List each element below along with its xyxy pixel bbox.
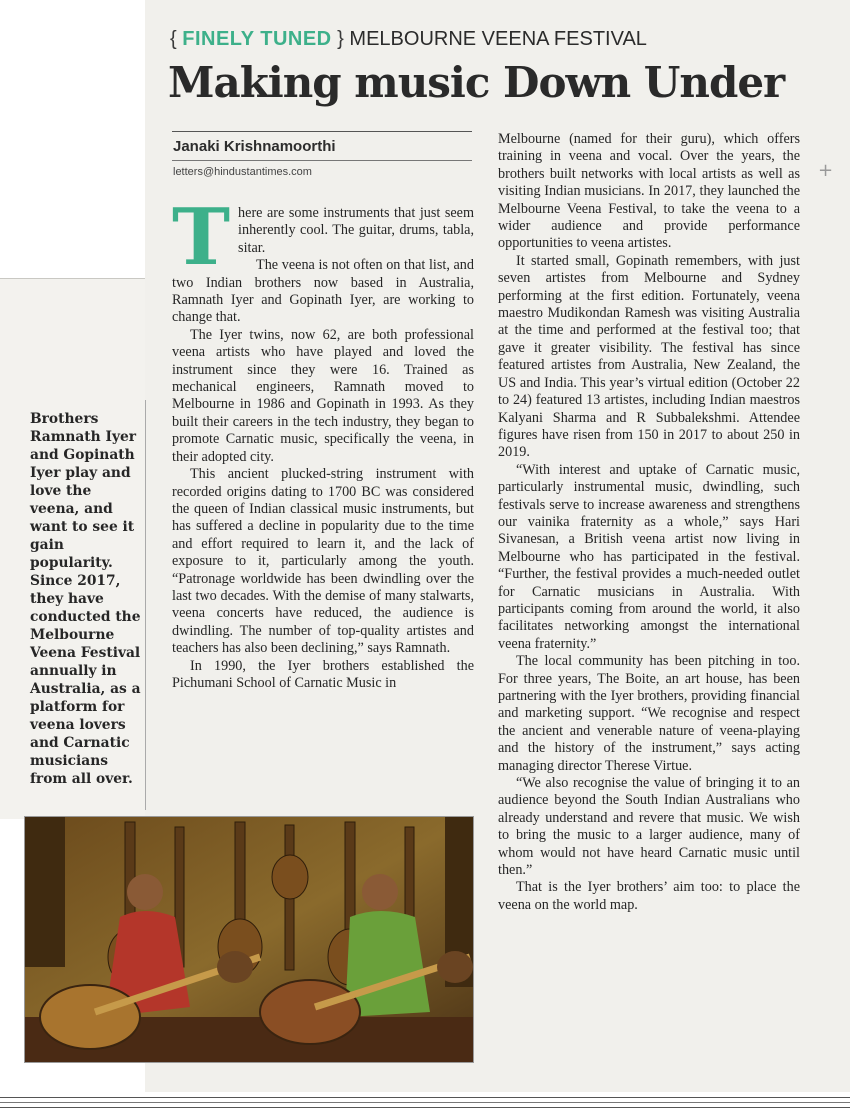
caption-divider [145,400,146,810]
footer-rule [0,1107,850,1108]
byline-top-rule [172,131,472,132]
photo-illustration [25,817,473,1062]
paragraph: here are some instruments that just seem inherently cool. The guitar, drums, tabla, sitar. [238,205,474,256]
paragraph: This ancient plucked-string instrument with recorded origins dating to 1700 BC was considered the queen of Indian classical music instruments, but has suffered a decline in popularity due to the time and effort required to learn it, and the lack of exposure to it, particularly among the youth. “Patronage worldwide has been dwindling over the last two decades. With the demise of many stalwarts, veena concerts have reduced, the audience is dwindling. The number of top-quality artistes and teachers has also been declining,” says Ramnath. [172,466,474,657]
kicker-section: MELBOURNE VEENA FESTIVAL [349,28,647,50]
byline-bottom-rule [172,160,472,161]
byline-author: Janaki Krishnamoorthi [173,138,336,155]
paragraph: It started small, Gopinath remembers, with just seven artistes from Melbourne and Sydney performing at the first edition. Fortunately, veena maestro Mudikondan Ramesh was visiting Australia at the time and performed at the festival too; that gave it greater visibility. The festival has since featured artistes from Australia, New Zealand, the US and India. This year’s virtual edition (October 22 to 24) featured 13 artistes, including Indian maestros Kalyani Sharma and R Subbalekshmi. Attendee figures have risen from 150 in 2017 to about 250 in 2019. [498,252,800,461]
kicker-close-brace: } [337,28,344,50]
paragraph: In 1990, the Iyer brothers established the Pichumani School of Carnatic Music in [172,657,474,691]
article-column-1 [172,192,474,692]
paragraph: Melbourne (named for their guru), which offers training in veena and vocal. Over the years, the brothers built networks with local artists as well as visiting Indian musicians. In 2017, they launched the Melbourne Veena Festival, to take the veena to a wider audience and provide performance opportunities to veena artistes. [498,131,800,252]
paragraph: The Iyer twins, now 62, are both professional veena artists who have played and loved the instrument since they were 16. Trained as mechanical engineers, Ramnath moved to Melbourne in 1986 and Gopinath in 1993. As they built their careers in the tech industry, they began to promote Carnatic music, specifically the veena, in their adopted city. [172,326,474,465]
article-photo [24,816,474,1063]
headline: Making music Down Under [168,58,785,107]
paragraph: “We also recognise the value of bringing it to an audience beyond the South Indian Australians who already understand and revere that music. We wish to bring the music to a larger audience, many of whom would not have heard Carnatic music until then.” [498,775,800,879]
article-column-2 [498,131,800,914]
section-kicker [170,28,647,51]
drop-cap: T [172,192,231,283]
footer-rule [0,1102,850,1103]
paragraph: “With interest and uptake of Carnatic music, particularly instrumental music, dwindling, such festivals serve to increase awareness and strengthens our vainika fraternity as a whole,” says Hari Sivanesan, a British veena artist now living in Melbourne who has participated in the festival. “Further, the festival provides a much-needed outlet for Carnatic musicians in Australia. With participants coming from around the world, it also facilitates networking amongst the international veena fraternity.” [498,461,800,652]
kicker-tag: FINELY TUNED [182,28,332,50]
byline-email: letters@hindustantimes.com [173,166,312,178]
crop-mark-icon: + [818,160,834,181]
paragraph: The local community has been pitching in too. For three years, The Boite, an art house, has been partnering with the Iyer brothers, providing financial and marketing support. “We recognise and respect the ancient and venerable nature of veena-playing and the history of the instrument,” says acting managing director Therese Virtue. [498,653,800,774]
paragraph: The veena is not often on that list, and two Indian brothers now based in Australia, Ramnath Iyer and Gopinath Iyer, are working to change that. [172,257,474,326]
kicker-open-brace: { [170,28,177,50]
paragraph: That is the Iyer brothers’ aim too: to place the veena on the world map. [498,879,800,913]
footer-rule [0,1097,850,1098]
photo-caption: Brothers Ramnath Iyer and Gopinath Iyer play and love the veena, and want to see it gain popularity. Since 2017, they have conducted the Melbourne Veena Festival annually in Australia, as a platform for veena lovers and Carnatic musicians from all over. [30,411,141,787]
